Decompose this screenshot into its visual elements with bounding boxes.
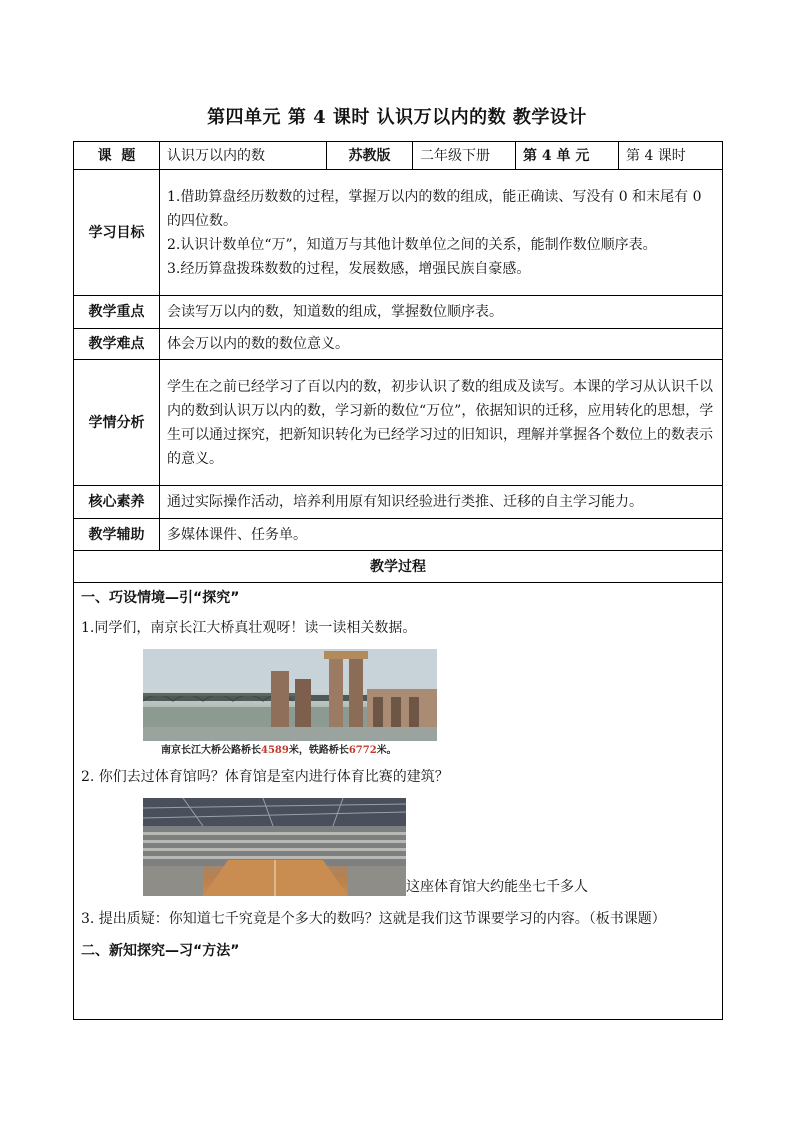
difficulties-row	[74, 329, 723, 360]
objective-item: 2.认识计数单位“万”，知道万与其他计数单位之间的关系，能制作数位顺序表。	[167, 236, 657, 253]
aids-row	[74, 519, 723, 551]
process-heading: 教学过程	[74, 551, 723, 583]
gym-photo	[143, 798, 406, 896]
gym-caption: 这座体育馆大约能坐七千多人	[406, 879, 588, 895]
gym-illustration	[143, 798, 406, 896]
topic-value: 认识万以内的数	[160, 142, 327, 170]
literacy-row	[74, 486, 723, 519]
document-title: 第四单元 第 4 课时 认识万以内的数 教学设计	[207, 107, 587, 128]
bridge-photo	[143, 649, 437, 741]
edition-value: 苏教版	[327, 142, 413, 170]
caption-text: 南京长江大桥公路桥长	[161, 745, 261, 756]
aids-text: 多媒体课件、任务单。	[160, 519, 723, 551]
objective-item: 1.借助算盘经历数数的过程，掌握万以内的数的组成，能正确读、写没有 0 和末尾有 0 的四位数。	[167, 188, 702, 229]
objective-item: 3.经历算盘拨珠数数的过程，发展数感，增强民族自豪感。	[167, 260, 531, 277]
analysis-label: 学情分析	[74, 360, 160, 486]
literacy-label: 核心素养	[74, 486, 160, 519]
analysis-row	[74, 360, 723, 486]
header-row	[74, 142, 723, 170]
key-points-row	[74, 296, 723, 329]
objectives-label: 学习目标	[74, 170, 160, 296]
key-points-text: 会读写万以内的数，知道数的组成，掌握数位顺序表。	[160, 296, 723, 329]
step-2-text: 2. 你们去过体育馆吗？体育馆是室内进行体育比赛的建筑？	[81, 769, 449, 785]
difficulties-label: 教学难点	[74, 329, 160, 360]
objectives-list	[160, 170, 723, 296]
caption-text: 米，铁路桥长	[288, 745, 349, 756]
section-1-heading: 一、巧设情境—引“探究”	[81, 590, 240, 606]
process-body-row	[74, 583, 723, 1020]
process-heading-row	[74, 551, 723, 583]
bridge-caption	[161, 744, 715, 758]
lesson-value: 第 4 课时	[619, 142, 723, 170]
process-body	[74, 583, 723, 1020]
section-2-heading: 二、新知探究—习“方法”	[81, 943, 240, 959]
unit-value: 第 4 单 元	[516, 142, 619, 170]
step-3-text: 3. 提出质疑：你知道七千究竟是个多大的数吗？这就是我们这节课要学习的内容。（板书课题）	[81, 911, 666, 927]
analysis-text: 学生在之前已经学习了百以内的数，初步认识了数的组成及读写。本课的学习从认识千以内的数到认识万以内的数，学习新的数位“万位”，依据知识的迁移，应用转化的思想，学生可以通过探究，把新知识转化为已经学习过的旧知识，理解并掌握各个数位上的数表示的意义。	[160, 360, 723, 486]
difficulties-text: 体会万以内的数的数位意义。	[160, 329, 723, 360]
gym-photo-block	[81, 794, 715, 896]
bridge-illustration	[143, 649, 437, 741]
grade-value: 二年级下册	[413, 142, 516, 170]
caption-text: 米。	[376, 745, 397, 756]
literacy-text: 通过实际操作活动，培养利用原有知识经验进行类推、迁移的自主学习能力。	[160, 486, 723, 519]
step-1-text: 1.同学们，南京长江大桥真壮观呀！读一读相关数据。	[81, 620, 417, 636]
lesson-plan-table	[73, 141, 723, 1020]
objectives-row	[74, 170, 723, 296]
key-points-label: 教学重点	[74, 296, 160, 329]
rail-bridge-length: 6772	[348, 745, 377, 756]
topic-label: 课 题	[74, 142, 160, 170]
aids-label: 教学辅助	[74, 519, 160, 551]
road-bridge-length: 4589	[261, 745, 289, 756]
